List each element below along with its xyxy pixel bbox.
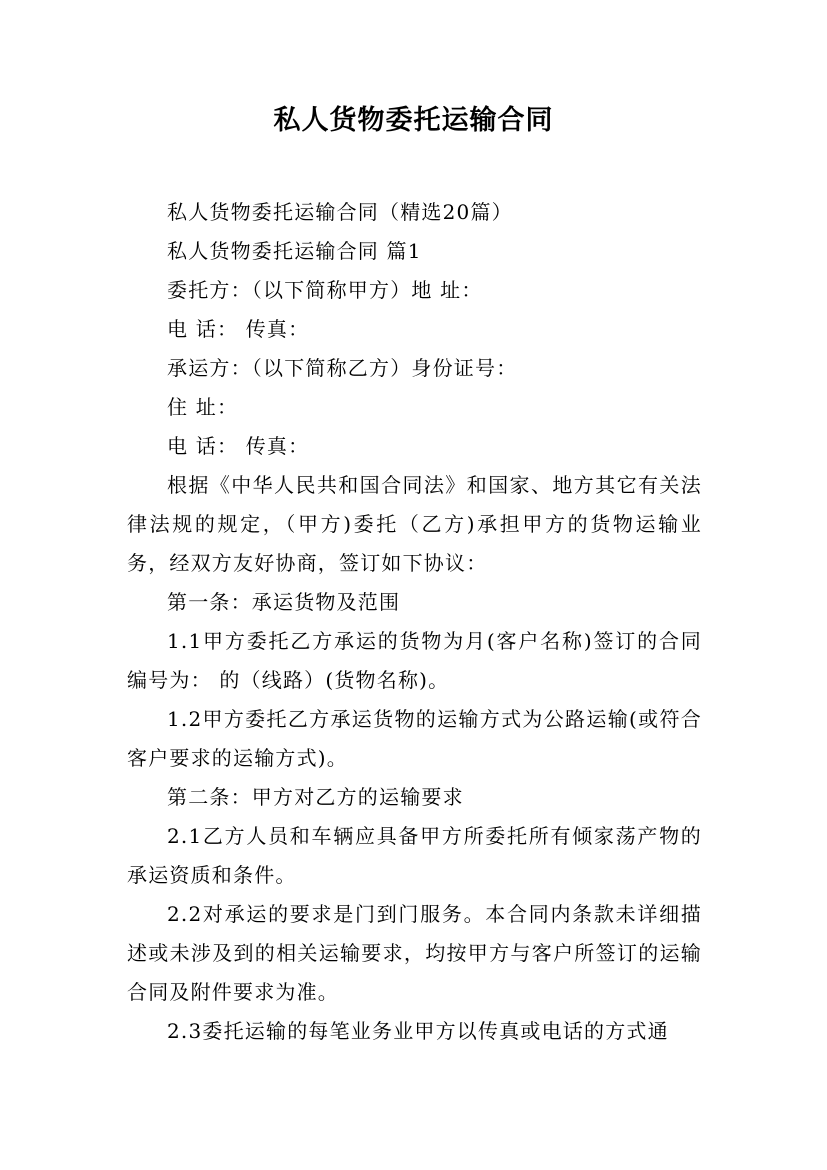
paragraph-client-party: 委托方：（以下简称甲方）地 址： — [167, 278, 483, 302]
paragraph-clause-2-2: 2.2对承运的要求是门到门服务。本合同内条款未详细描述或未涉及到的相关运输要求，均按甲方与客户所签订的运输合同及附件要求为准。 — [127, 902, 702, 1004]
paragraph-clause-2-1: 2.1乙方人员和车辆应具备甲方所委托所有倾家荡产物的承运资质和条件。 — [127, 824, 702, 887]
paragraph-carrier-party: 承运方：（以下简称乙方）身份证号： — [167, 356, 518, 380]
paragraph-client-phone: 电 话： 传真： — [167, 317, 310, 341]
paragraph-carrier-phone: 电 话： 传真： — [167, 434, 310, 458]
paragraph-carrier-address: 住 址： — [167, 395, 239, 419]
paragraph-clause-1-2: 1.2甲方委托乙方承运货物的运输方式为公路运输(或符合客户要求的运输方式)。 — [127, 707, 702, 770]
paragraph-preamble: 根据《中华人民共和国合同法》和国家、地方其它有关法律法规的规定，（甲方)委托（乙方)承担甲方的货物运输业务，经双方友好协商，签订如下协议： — [127, 473, 702, 575]
paragraph-clause-1-1: 1.1甲方委托乙方承运的货物为月(客户名称)签订的合同编号为： 的（线路）(货物名称)。 — [127, 629, 702, 692]
document-title: 私人货物委托运输合同 — [273, 105, 554, 136]
paragraph-article-heading: 私人货物委托运输合同 篇1 — [167, 239, 422, 263]
paragraph-clause-2-3: 2.3委托运输的每笔业务业甲方以传真或电话的方式通 — [167, 1019, 669, 1043]
paragraph-section-2-heading: 第二条：甲方对乙方的运输要求 — [167, 785, 464, 809]
paragraph-collection-heading: 私人货物委托运输合同（精选20篇） — [167, 200, 513, 224]
paragraph-section-1-heading: 第一条：承运货物及范围 — [167, 590, 401, 614]
document-body — [127, 193, 702, 1051]
